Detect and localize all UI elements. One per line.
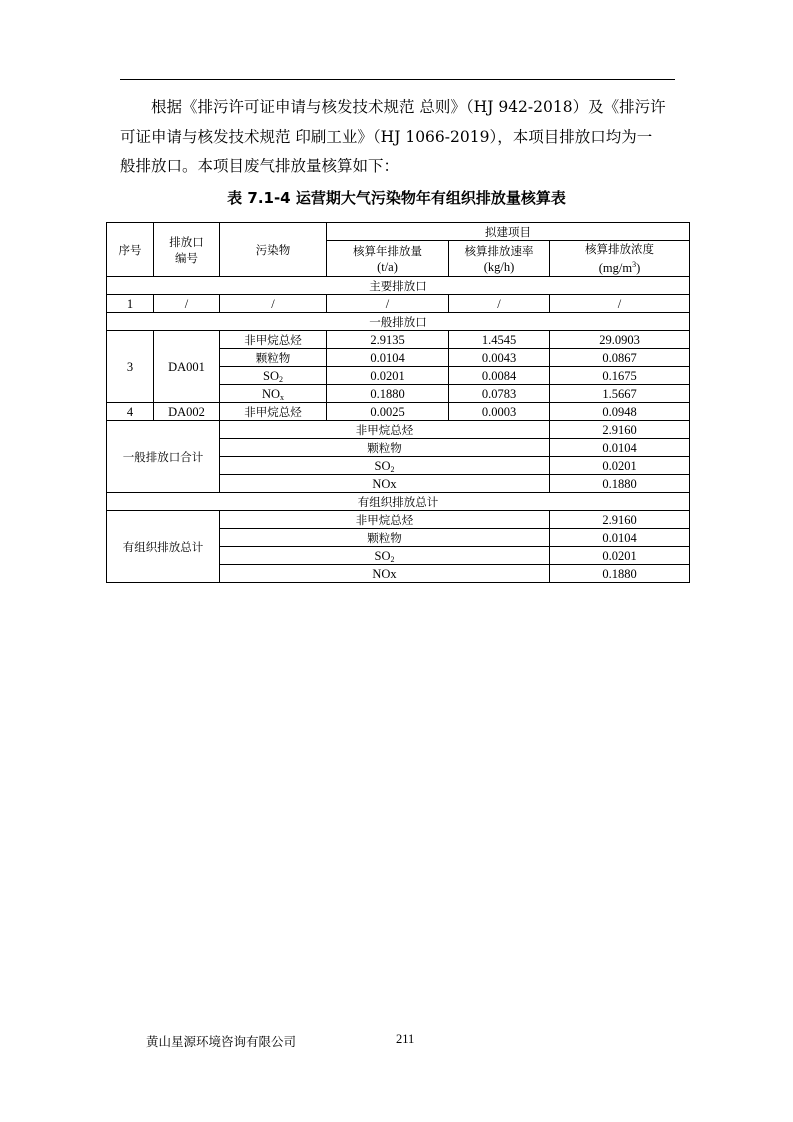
table-row-da002 xyxy=(107,403,690,421)
value-cell: 0.1880 xyxy=(550,475,690,493)
value-cell: 0.0201 xyxy=(550,547,690,565)
header-annual-label: 核算年排放量 xyxy=(353,243,422,258)
value-cell: 2.9160 xyxy=(550,421,690,439)
section-row-organized xyxy=(107,493,690,511)
header-outlet-line1: 排放口 xyxy=(169,234,204,249)
table-row-organized-total-1 xyxy=(107,511,690,529)
value-cell: 0.0201 xyxy=(550,457,690,475)
header-conc-unit xyxy=(550,257,689,276)
pollutant-sub: 2 xyxy=(278,374,283,384)
rate-cell: 0.0084 xyxy=(449,367,550,385)
paragraph-line-3: 般排放口。本项目废气排放量核算如下： xyxy=(120,157,400,175)
paragraph-line-1: 根据《排污许可证申请与核发技术规范 总则》（HJ 942-2018）及《排污许 xyxy=(151,98,666,116)
annual-cell: 0.0104 xyxy=(327,349,449,367)
header-annual xyxy=(327,241,449,277)
rate-cell: 1.4545 xyxy=(449,331,550,349)
annual-cell: 0.0201 xyxy=(327,367,449,385)
conc-cell: 29.0903 xyxy=(550,331,690,349)
conc-unit-end: ) xyxy=(636,261,641,276)
pollutant-cell: NOx xyxy=(220,475,550,493)
pollutant-cell: 非甲烷总烃 xyxy=(220,421,550,439)
annual-cell: 0.1880 xyxy=(327,385,449,403)
pollutant-cell: 颗粒物 xyxy=(220,529,550,547)
header-rate-unit: (kg/h) xyxy=(483,259,515,274)
page-number: 211 xyxy=(396,1032,415,1046)
conc-unit-base: (mg/m xyxy=(598,261,633,276)
cell: 1 xyxy=(107,295,154,313)
value-cell: 0.0104 xyxy=(550,529,690,547)
header-row-1 xyxy=(107,223,690,241)
pollutant-cell xyxy=(220,457,550,475)
rate-cell: 0.0043 xyxy=(449,349,550,367)
pollutant-cell: NOx xyxy=(220,565,550,583)
rate-cell: 0.0003 xyxy=(449,403,550,421)
pollutant-base: SO xyxy=(374,458,391,473)
cell: / xyxy=(550,295,690,313)
table-caption: 表 7.1-4 运营期大气污染物年有组织排放量核算表 xyxy=(227,189,566,207)
section-row-main xyxy=(107,277,690,295)
conc-cell: 0.1675 xyxy=(550,367,690,385)
header-rate xyxy=(449,241,550,277)
conc-cell: 0.0948 xyxy=(550,403,690,421)
table-row-general-total-1 xyxy=(107,421,690,439)
table-row-main xyxy=(107,295,690,313)
section-row-general xyxy=(107,313,690,331)
pollutant-sub: 2 xyxy=(390,464,395,474)
section-main-label: 主要排放口 xyxy=(107,277,690,295)
pollutant-base: SO xyxy=(374,548,391,563)
da002-outlet: DA002 xyxy=(154,403,220,421)
paragraph-line-2: 可证申请与核发技术规范 印刷工业》（HJ 1066-2019），本项目排放口均为一 xyxy=(120,127,653,146)
pollutant-base: SO xyxy=(263,368,279,383)
general-total-label: 一般排放口合计 xyxy=(107,421,220,493)
cell: / xyxy=(449,295,550,313)
cell: / xyxy=(220,295,327,313)
header-outlet xyxy=(154,223,220,277)
header-conc-label: 核算排放浓度 xyxy=(585,242,655,256)
pollutant-cell xyxy=(220,367,327,385)
header-seq: 序号 xyxy=(107,223,154,277)
intro-paragraph xyxy=(120,93,677,182)
pollutant-cell xyxy=(220,385,327,403)
value-cell: 2.9160 xyxy=(550,511,690,529)
cell: / xyxy=(154,295,220,313)
value-cell: 0.1880 xyxy=(550,565,690,583)
pollutant-sub: x xyxy=(280,392,285,402)
annual-cell: 0.0025 xyxy=(327,403,449,421)
conc-cell: 1.5667 xyxy=(550,385,690,403)
table-row-da001-1 xyxy=(107,331,690,349)
rate-cell: 0.0783 xyxy=(449,385,550,403)
pollutant-cell: 非甲烷总烃 xyxy=(220,511,550,529)
da002-seq: 4 xyxy=(107,403,154,421)
header-outlet-line2: 编号 xyxy=(175,250,198,265)
da001-seq: 3 xyxy=(107,331,154,403)
footer-company: 黄山星源环境咨询有限公司 xyxy=(146,1034,297,1049)
annual-cell: 2.9135 xyxy=(327,331,449,349)
header-annual-unit: (t/a) xyxy=(377,259,398,274)
pollutant-cell: 非甲烷总烃 xyxy=(220,331,327,349)
pollutant-base: NO xyxy=(261,386,281,401)
emission-table xyxy=(106,222,690,583)
section-organized-label: 有组织排放总计 xyxy=(107,493,690,511)
conc-cell: 0.0867 xyxy=(550,349,690,367)
pollutant-cell: 非甲烷总烃 xyxy=(220,403,327,421)
header-pollutant: 污染物 xyxy=(220,223,327,277)
organized-total-label: 有组织排放总计 xyxy=(107,511,220,583)
da001-outlet: DA001 xyxy=(154,331,220,403)
header-rate-label: 核算排放速率 xyxy=(464,243,534,258)
section-general-label: 一般排放口 xyxy=(107,313,690,331)
header-proposed: 拟建项目 xyxy=(327,223,690,241)
header-conc xyxy=(550,241,690,277)
pollutant-cell xyxy=(220,547,550,565)
pollutant-cell: 颗粒物 xyxy=(220,439,550,457)
pollutant-sub: 2 xyxy=(390,554,395,564)
header-rule xyxy=(120,79,675,80)
conc-unit-sup: 3 xyxy=(632,260,637,269)
cell: / xyxy=(327,295,449,313)
value-cell: 0.0104 xyxy=(550,439,690,457)
pollutant-cell: 颗粒物 xyxy=(220,349,327,367)
